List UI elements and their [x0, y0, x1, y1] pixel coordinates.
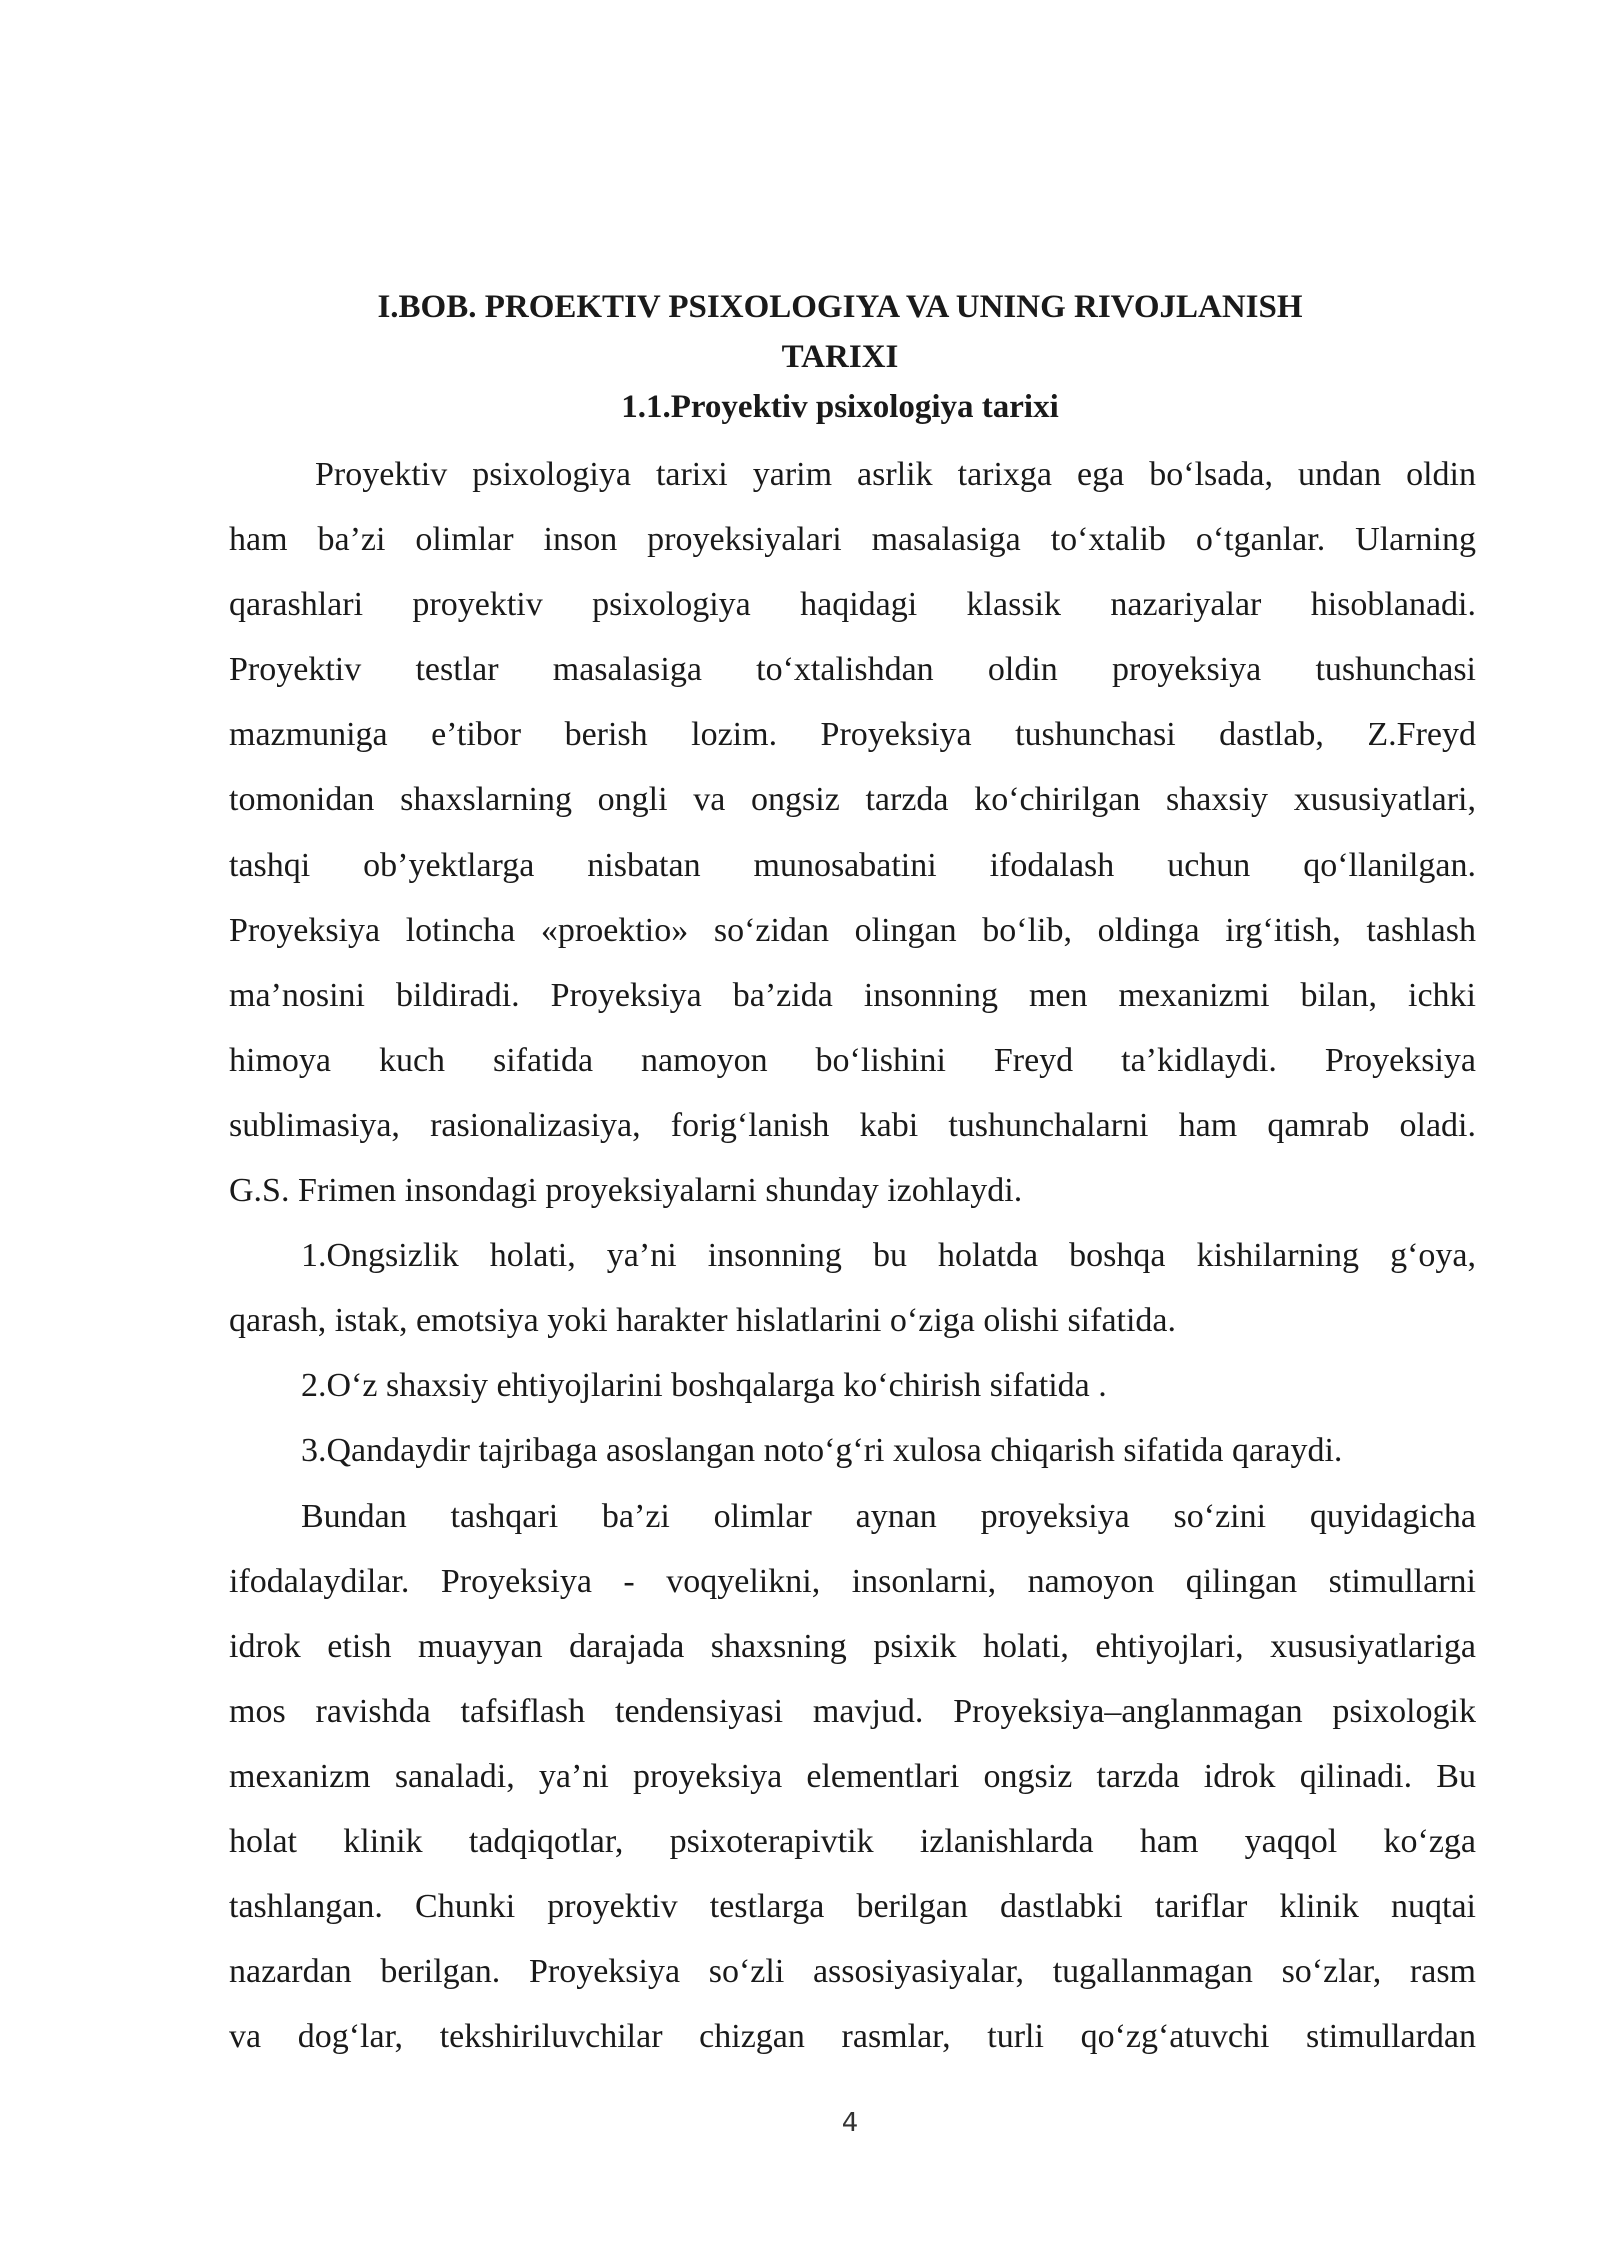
chapter-heading-line-1: I.BOB. PROEKTIV PSIXOLOGIYA VA UNING RIVOJLANISH	[377, 289, 1303, 325]
text-line: va dog‘lar, tekshiriluvchilar chizgan rasmlar, turli qo‘zg‘atuvchi stimullardan	[229, 2018, 1476, 2056]
page-number: 4	[841, 2108, 859, 2138]
text-line: ma’nosini bildiradi. Proyeksiya ba’zida insonning men mexanizmi bilan, ichki	[229, 976, 1476, 1014]
text-line: tomonidan shaxslarning ongli va ongsiz tarzda ko‘chirilgan shaxsiy xususiyatlari,	[229, 781, 1476, 819]
text-line: sublimasiya, rasionalizasiya, forig‘lanish kabi tushunchalarni ham qamrab oladi.	[229, 1106, 1476, 1144]
text-line: ham ba’zi olimlar inson proyeksiyalari masalasiga to‘xtalib o‘tganlar. Ularning	[229, 521, 1476, 559]
chapter-heading-line-2: TARIXI	[781, 339, 899, 375]
text-line: mexanizm sanaladi, ya’ni proyeksiya elementlari ongsiz tarzda idrok qilinadi. Bu	[229, 1757, 1476, 1795]
text-line: idrok etish muayyan darajada shaxsning psixik holati, ehtiyojlari, xususiyatlariga	[229, 1627, 1476, 1665]
text-line: Proyeksiya lotincha «proektio» so‘zidan olingan bo‘lib, oldinga irg‘itish, tashlash	[229, 911, 1476, 949]
section-title: 1.1.Proyektiv psixologiya tarixi	[621, 389, 1059, 425]
text-line: 2.O‘z shaxsiy ehtiyojlarini boshqalarga ko‘chirish sifatida .	[301, 1367, 1107, 1405]
text-line: G.S. Frimen insondagi proyeksiyalarni shunday izohlaydi.	[229, 1172, 1023, 1210]
text-line: himoya kuch sifatida namoyon bo‘lishini Freyd ta’kidlaydi. Proyeksiya	[229, 1041, 1476, 1079]
text-line: qarash, istak, emotsiya yoki harakter hislatlarini o‘ziga olishi sifatida.	[229, 1302, 1177, 1340]
text-line: 1.Ongsizlik holati, ya’ni insonning bu holatda boshqa kishilarning g‘oya,	[301, 1237, 1476, 1275]
text-line: 3.Qandaydir tajribaga asoslangan noto‘g‘ri xulosa chiqarish sifatida qaraydi.	[301, 1432, 1343, 1470]
chapter-heading	[230, 282, 1450, 382]
text-line: Proyektiv psixologiya tarixi yarim asrlik tarixga ega bo‘lsada, undan oldin	[315, 456, 1476, 493]
text-line: Bundan tashqari ba’zi olimlar aynan proyeksiya so‘zini quyidagicha	[301, 1497, 1476, 1535]
text-line: qarashlari proyektiv psixologiya haqidagi klassik nazariyalar hisoblanadi.	[229, 586, 1476, 624]
text-line: Proyektiv testlar masalasiga to‘xtalishdan oldin proyeksiya tushunchasi	[229, 651, 1476, 689]
body-text	[229, 442, 1476, 2069]
text-line: holat klinik tadqiqotlar, psixoterapivtik izlanishlarda ham yaqqol ko‘zga	[229, 1822, 1476, 1860]
text-line: mazmuniga e’tibor berish lozim. Proyeksiya tushunchasi dastlab, Z.Freyd	[229, 716, 1476, 754]
text-line: tashqi ob’yektlarga nisbatan munosabatini ifodalash uchun qo‘llanilgan.	[229, 846, 1476, 884]
text-line: ifodalaydilar. Proyeksiya - voqyelikni, insonlarni, namoyon qilingan stimullarni	[229, 1562, 1476, 1600]
text-line: mos ravishda tafsiflash tendensiyasi mavjud. Proyeksiya–anglanmagan psixologik	[229, 1692, 1476, 1730]
text-line: nazardan berilgan. Proyeksiya so‘zli assosiyasiyalar, tugallanmagan so‘zlar, rasm	[229, 1953, 1476, 1991]
text-line: tashlangan. Chunki proyektiv testlarga berilgan dastlabki tariflar klinik nuqtai	[229, 1888, 1476, 1926]
